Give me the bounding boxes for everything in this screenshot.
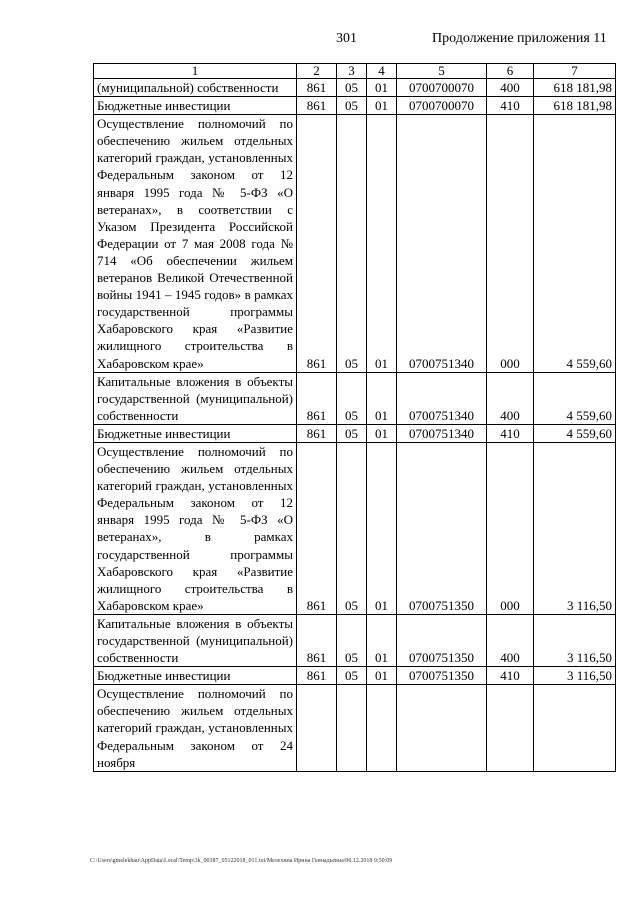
section-cell: 05 bbox=[337, 424, 367, 442]
target-article-cell: 0700751340 bbox=[397, 115, 487, 372]
table-row bbox=[94, 115, 616, 372]
amount-cell: 618 181,98 bbox=[534, 97, 616, 115]
target-article-cell: 0700751340 bbox=[397, 372, 487, 424]
amount-cell bbox=[534, 685, 616, 771]
subsection-cell: 01 bbox=[367, 442, 397, 614]
row-name-cell: Капитальные вложения в объекты государственной (муниципальной) собственности bbox=[94, 614, 297, 666]
target-article-cell bbox=[397, 685, 487, 771]
subsection-cell: 01 bbox=[367, 97, 397, 115]
section-cell: 05 bbox=[337, 372, 367, 424]
amount-cell: 4 559,60 bbox=[534, 424, 616, 442]
target-article-cell: 0700751350 bbox=[397, 442, 487, 614]
row-name-cell: Осуществление полномочий по обеспечению жильем отдельных категорий граждан, установленных Федеральным законом от 12 января 1995 года № 5-ФЗ «О ветеранах», в соответствии с Указом Президента Российской Федерации от 7 мая 2008 года № 714 «Об обеспечении жильем ветеранов Великой Отечественной войны 1941 – 1945 годов» в рамках государственной программы Хабаровского края «Развитие жилищного строительства в Хабаровском крае» bbox=[94, 115, 297, 372]
target-article-cell: 0700700070 bbox=[397, 79, 487, 97]
section-cell bbox=[337, 685, 367, 771]
target-article-cell: 0700751350 bbox=[397, 614, 487, 666]
subsection-cell: 01 bbox=[367, 424, 397, 442]
row-name-cell: Бюджетные инвестиции bbox=[94, 424, 297, 442]
page-number: 301 bbox=[336, 31, 357, 46]
column-header: 1 bbox=[94, 64, 297, 79]
table-row bbox=[94, 97, 616, 115]
section-cell: 05 bbox=[337, 97, 367, 115]
column-header: 5 bbox=[397, 64, 487, 79]
admin-code-cell: 861 bbox=[297, 614, 337, 666]
expense-type-cell: 400 bbox=[487, 372, 534, 424]
column-header: 3 bbox=[337, 64, 367, 79]
row-name-cell: Бюджетные инвестиции bbox=[94, 97, 297, 115]
subsection-cell: 01 bbox=[367, 667, 397, 685]
section-cell: 05 bbox=[337, 115, 367, 372]
amount-cell: 3 116,50 bbox=[534, 442, 616, 614]
subsection-cell: 01 bbox=[367, 115, 397, 372]
footer-file-path: C:\Users\gmelekhau\AppData\Local\Temp\3k_00387_05122018_011.txt/Мелехина Ирина Геннадьевна/06.12.2018 9:50:09 bbox=[90, 858, 393, 864]
budget-table bbox=[93, 63, 616, 772]
admin-code-cell: 861 bbox=[297, 79, 337, 97]
row-name-cell: Осуществление полномочий по обеспечению жильем отдельных категорий граждан, установленных Федеральным законом от 24 ноября bbox=[94, 685, 297, 771]
admin-code-cell: 861 bbox=[297, 442, 337, 614]
section-cell: 05 bbox=[337, 442, 367, 614]
admin-code-cell: 861 bbox=[297, 115, 337, 372]
target-article-cell: 0700751350 bbox=[397, 667, 487, 685]
subsection-cell bbox=[367, 685, 397, 771]
table-row bbox=[94, 667, 616, 685]
expense-type-cell: 410 bbox=[487, 424, 534, 442]
row-name-cell: Бюджетные инвестиции bbox=[94, 667, 297, 685]
row-name-cell: Капитальные вложения в объекты государственной (муниципальной) собственности bbox=[94, 372, 297, 424]
admin-code-cell: 861 bbox=[297, 372, 337, 424]
subsection-cell: 01 bbox=[367, 372, 397, 424]
expense-type-cell: 000 bbox=[487, 442, 534, 614]
admin-code-cell: 861 bbox=[297, 97, 337, 115]
admin-code-cell: 861 bbox=[297, 424, 337, 442]
admin-code-cell bbox=[297, 685, 337, 771]
column-header: 7 bbox=[534, 64, 616, 79]
table-row bbox=[94, 424, 616, 442]
amount-cell: 3 116,50 bbox=[534, 614, 616, 666]
expense-type-cell: 410 bbox=[487, 667, 534, 685]
column-header: 4 bbox=[367, 64, 397, 79]
table-row bbox=[94, 614, 616, 666]
amount-cell: 618 181,98 bbox=[534, 79, 616, 97]
column-header: 6 bbox=[487, 64, 534, 79]
admin-code-cell: 861 bbox=[297, 667, 337, 685]
target-article-cell: 0700700070 bbox=[397, 97, 487, 115]
table-row bbox=[94, 372, 616, 424]
appendix-continuation-label: Продолжение приложения 11 bbox=[432, 31, 607, 46]
row-name-cell: Осуществление полномочий по обеспечению жильем отдельных категорий граждан, установленных Федеральным законом от 12 января 1995 года № 5-ФЗ «О ветеранах», в рамках государственной программы Хабаровского края «Развитие жилищного строительства в Хабаровском крае» bbox=[94, 442, 297, 614]
expense-type-cell: 400 bbox=[487, 614, 534, 666]
amount-cell: 4 559,60 bbox=[534, 115, 616, 372]
subsection-cell: 01 bbox=[367, 79, 397, 97]
amount-cell: 4 559,60 bbox=[534, 372, 616, 424]
table-row bbox=[94, 442, 616, 614]
expense-type-cell: 000 bbox=[487, 115, 534, 372]
expense-type-cell bbox=[487, 685, 534, 771]
table-row bbox=[94, 685, 616, 771]
table-row bbox=[94, 79, 616, 97]
expense-type-cell: 400 bbox=[487, 79, 534, 97]
target-article-cell: 0700751340 bbox=[397, 424, 487, 442]
expense-type-cell: 410 bbox=[487, 97, 534, 115]
section-cell: 05 bbox=[337, 667, 367, 685]
section-cell: 05 bbox=[337, 79, 367, 97]
subsection-cell: 01 bbox=[367, 614, 397, 666]
column-header: 2 bbox=[297, 64, 337, 79]
section-cell: 05 bbox=[337, 614, 367, 666]
amount-cell: 3 116,50 bbox=[534, 667, 616, 685]
column-number-row bbox=[94, 64, 616, 79]
row-name-cell: (муниципальной) собственности bbox=[94, 79, 297, 97]
